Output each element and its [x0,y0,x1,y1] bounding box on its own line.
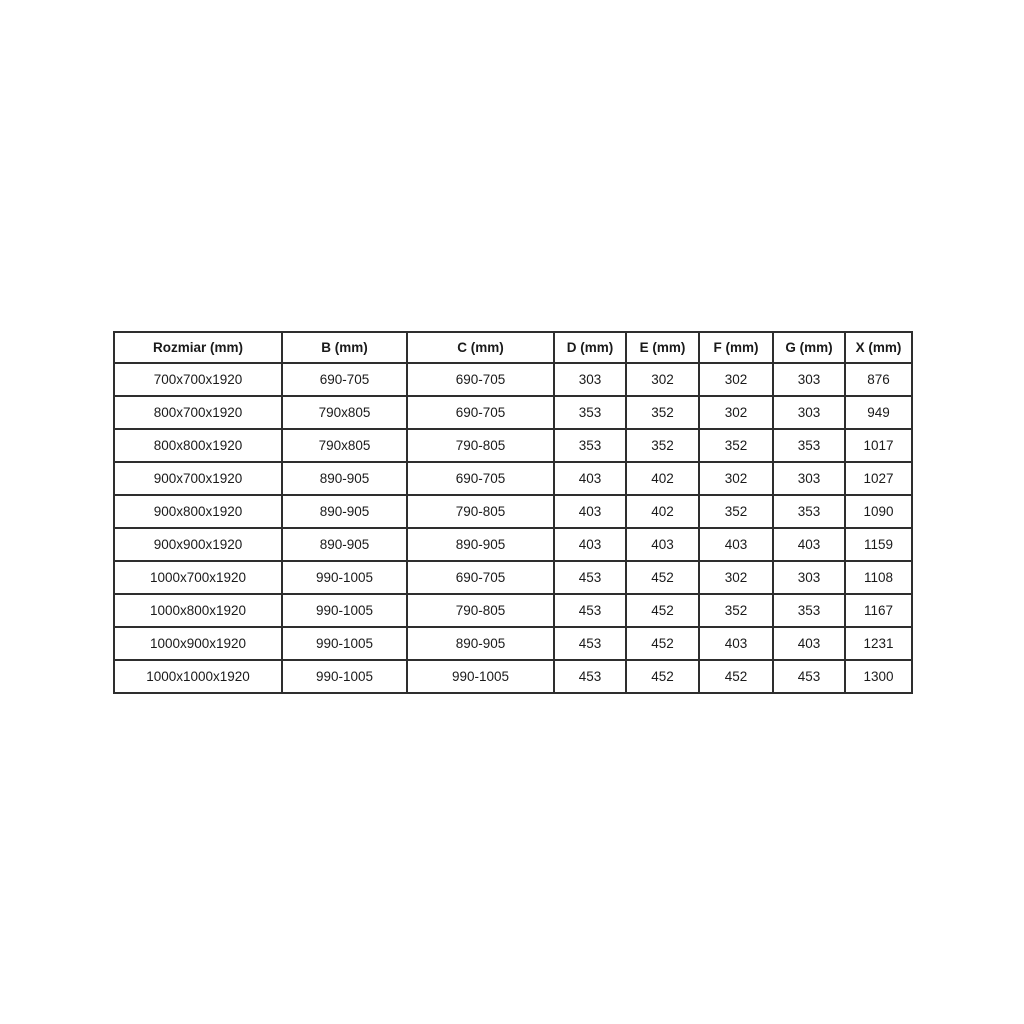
table-cell: 890-905 [407,627,554,660]
column-header: Rozmiar (mm) [114,332,282,363]
table-cell: 403 [554,528,626,561]
table-row [114,363,912,396]
table-cell: 403 [773,627,845,660]
table-cell: 990-1005 [282,594,407,627]
table-row [114,396,912,429]
table-cell: 1027 [845,462,912,495]
table-cell: 302 [626,363,699,396]
table-cell: 452 [626,594,699,627]
table-cell: 453 [554,627,626,660]
table-cell: 1108 [845,561,912,594]
table-cell: 453 [554,660,626,693]
table-cell: 352 [699,429,773,462]
table-cell: 352 [699,594,773,627]
table-cell: 302 [699,462,773,495]
table-cell: 949 [845,396,912,429]
table-row [114,462,912,495]
table-cell: 990-1005 [282,627,407,660]
column-header: D (mm) [554,332,626,363]
column-header: B (mm) [282,332,407,363]
table-row [114,429,912,462]
header-row [114,332,912,363]
table-cell: 1167 [845,594,912,627]
table-cell: 452 [626,660,699,693]
table-row [114,660,912,693]
table-cell: 303 [773,396,845,429]
column-header: G (mm) [773,332,845,363]
table-cell: 800x700x1920 [114,396,282,429]
table-cell: 303 [554,363,626,396]
table-cell: 403 [699,528,773,561]
table-row [114,627,912,660]
table-cell: 453 [773,660,845,693]
table-cell: 690-705 [282,363,407,396]
table-cell: 690-705 [407,363,554,396]
table-cell: 302 [699,396,773,429]
table-cell: 353 [773,429,845,462]
table-cell: 790x805 [282,396,407,429]
table-cell: 303 [773,561,845,594]
table-cell: 303 [773,363,845,396]
table-cell: 353 [773,495,845,528]
table-cell: 1000x800x1920 [114,594,282,627]
table-cell: 452 [699,660,773,693]
table-cell: 900x700x1920 [114,462,282,495]
table-row [114,528,912,561]
table-cell: 876 [845,363,912,396]
table-cell: 1000x900x1920 [114,627,282,660]
table-cell: 1231 [845,627,912,660]
table-cell: 403 [626,528,699,561]
table-cell: 700x700x1920 [114,363,282,396]
table-cell: 353 [773,594,845,627]
table-cell: 900x900x1920 [114,528,282,561]
table-cell: 900x800x1920 [114,495,282,528]
table-cell: 352 [626,429,699,462]
table-cell: 990-1005 [407,660,554,693]
table-cell: 353 [554,396,626,429]
table-cell: 1090 [845,495,912,528]
table-cell: 453 [554,561,626,594]
table-body [114,363,912,693]
table-cell: 1000x1000x1920 [114,660,282,693]
table-cell: 353 [554,429,626,462]
dimensions-table [113,331,913,694]
table-cell: 452 [626,627,699,660]
table-cell: 690-705 [407,561,554,594]
table-cell: 690-705 [407,462,554,495]
table-row [114,561,912,594]
table-cell: 303 [773,462,845,495]
table-cell: 800x800x1920 [114,429,282,462]
table-cell: 790-805 [407,495,554,528]
table-cell: 790x805 [282,429,407,462]
table-row [114,495,912,528]
table-cell: 403 [554,495,626,528]
size-table-container [113,331,911,694]
table-cell: 403 [554,462,626,495]
table-cell: 452 [626,561,699,594]
table-cell: 790-805 [407,594,554,627]
table-cell: 890-905 [407,528,554,561]
column-header: E (mm) [626,332,699,363]
table-cell: 990-1005 [282,561,407,594]
table-cell: 890-905 [282,462,407,495]
table-cell: 890-905 [282,528,407,561]
table-cell: 890-905 [282,495,407,528]
column-header: F (mm) [699,332,773,363]
table-row [114,594,912,627]
table-cell: 352 [699,495,773,528]
table-cell: 402 [626,462,699,495]
table-cell: 1017 [845,429,912,462]
table-cell: 1300 [845,660,912,693]
table-cell: 790-805 [407,429,554,462]
table-cell: 690-705 [407,396,554,429]
table-cell: 302 [699,363,773,396]
table-cell: 402 [626,495,699,528]
table-cell: 990-1005 [282,660,407,693]
column-header: C (mm) [407,332,554,363]
table-cell: 1000x700x1920 [114,561,282,594]
table-cell: 403 [773,528,845,561]
table-cell: 1159 [845,528,912,561]
table-cell: 302 [699,561,773,594]
table-cell: 403 [699,627,773,660]
table-cell: 352 [626,396,699,429]
table-cell: 453 [554,594,626,627]
column-header: X (mm) [845,332,912,363]
